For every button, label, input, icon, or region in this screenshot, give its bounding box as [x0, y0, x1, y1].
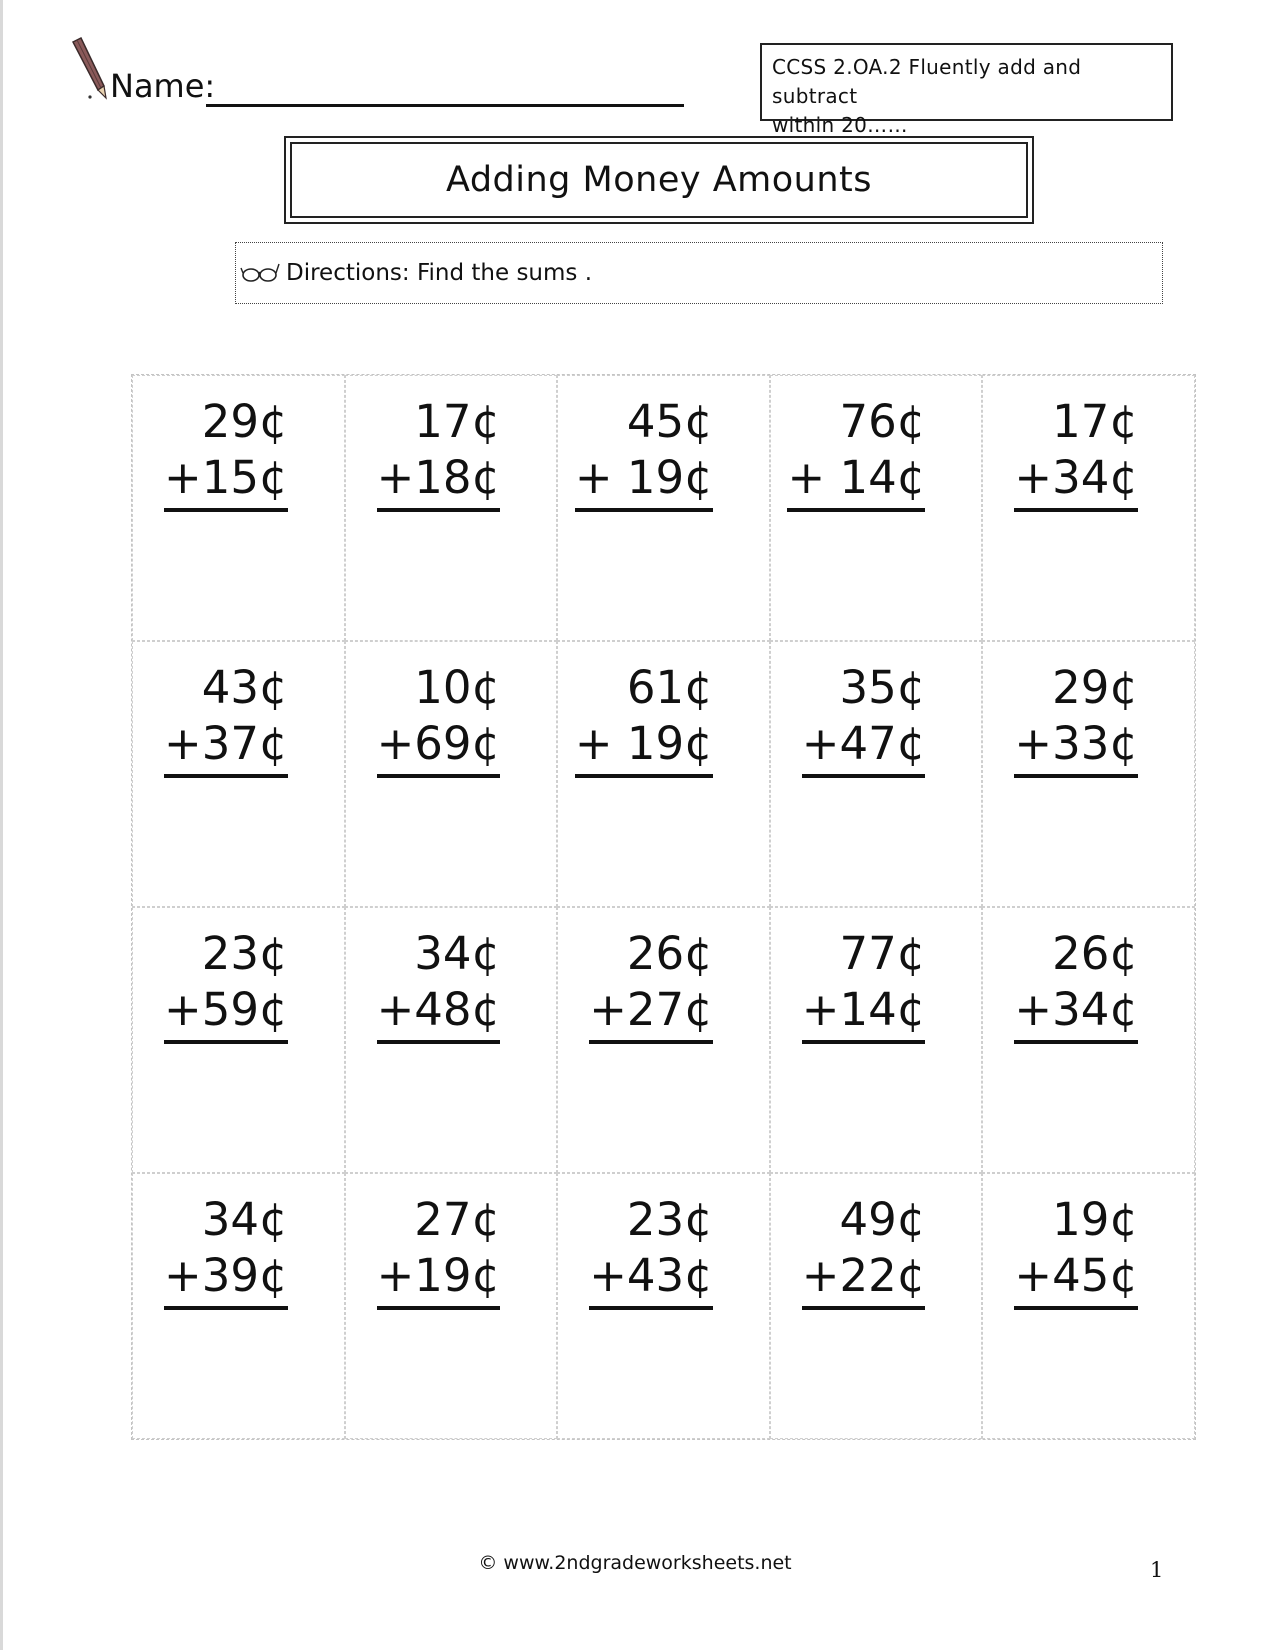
addition-problem — [164, 926, 288, 1044]
addition-problem — [802, 1192, 926, 1310]
addend-top: 35¢ — [839, 661, 926, 714]
addition-problem — [1014, 394, 1138, 512]
problem-cell — [770, 907, 983, 1173]
addition-problem — [377, 926, 501, 1044]
addend-top: 26¢ — [626, 927, 713, 980]
standard-line-2: within 20…… — [772, 113, 908, 137]
addend-top: 76¢ — [839, 395, 926, 448]
addition-problem — [1014, 1192, 1138, 1310]
addend-bottom: +69¢ — [377, 716, 501, 778]
problem-cell — [557, 641, 770, 907]
problem-cell — [345, 375, 558, 641]
addition-problem — [802, 660, 926, 778]
addition-problem — [787, 394, 925, 512]
addend-bottom: +27¢ — [589, 982, 713, 1044]
addend-top: 43¢ — [201, 661, 288, 714]
addend-bottom: +15¢ — [164, 450, 288, 512]
addend-top: 23¢ — [626, 1193, 713, 1246]
addend-bottom: +59¢ — [164, 982, 288, 1044]
page-edge — [0, 0, 3, 1650]
addition-problem — [377, 1192, 501, 1310]
addend-bottom: + 14¢ — [787, 450, 925, 512]
problem-cell — [557, 375, 770, 641]
addend-top: 17¢ — [1052, 395, 1138, 448]
addend-bottom: + 19¢ — [575, 450, 713, 512]
directions-text: Directions: Find the sums . — [286, 260, 593, 286]
problem-cell — [132, 375, 345, 641]
addend-top: 34¢ — [201, 1193, 288, 1246]
addend-bottom: +19¢ — [377, 1248, 501, 1310]
problem-cell — [770, 641, 983, 907]
standard-box — [760, 43, 1173, 137]
addend-top: 17¢ — [414, 395, 501, 448]
addend-top: 45¢ — [626, 395, 713, 448]
name-blank-line — [206, 104, 684, 107]
addend-bottom: +34¢ — [1014, 982, 1138, 1044]
problem-cell — [345, 1173, 558, 1439]
addition-problem — [1014, 660, 1138, 778]
addend-bottom: +33¢ — [1014, 716, 1138, 778]
addend-top: 26¢ — [1052, 927, 1138, 980]
glasses-icon — [240, 260, 280, 286]
addend-top: 29¢ — [1052, 661, 1138, 714]
problem-cell — [132, 907, 345, 1173]
problem-cell — [770, 375, 983, 641]
problem-cell — [770, 1173, 983, 1439]
addend-top: 49¢ — [839, 1193, 926, 1246]
addend-top: 34¢ — [414, 927, 501, 980]
addition-problem — [802, 926, 926, 1044]
title-box — [284, 136, 1034, 224]
problem-cell — [132, 641, 345, 907]
addend-bottom: +39¢ — [164, 1248, 288, 1310]
addend-bottom: +47¢ — [802, 716, 926, 778]
addend-bottom: +18¢ — [377, 450, 501, 512]
problem-cell — [132, 1173, 345, 1439]
page-title: Adding Money Amounts — [290, 142, 1028, 218]
standard-line-1: CCSS 2.OA.2 Fluently add and subtract — [772, 55, 1082, 108]
problem-cell — [982, 1173, 1195, 1439]
directions-box — [235, 242, 1163, 304]
page-number: 1 — [1150, 1558, 1164, 1582]
addend-top: 23¢ — [201, 927, 288, 980]
addition-problem — [1014, 926, 1138, 1044]
addend-top: 61¢ — [626, 661, 713, 714]
addend-top: 27¢ — [414, 1193, 501, 1246]
problem-cell — [982, 641, 1195, 907]
addend-bottom: +14¢ — [802, 982, 926, 1044]
name-label: Name: — [110, 67, 216, 105]
problem-cell — [345, 641, 558, 907]
addition-problem — [377, 660, 501, 778]
addition-problem — [164, 1192, 288, 1310]
footer-site: © www.2ndgradeworksheets.net — [478, 1552, 792, 1574]
addend-bottom: + 19¢ — [575, 716, 713, 778]
addition-problem — [575, 660, 713, 778]
problem-cell — [557, 907, 770, 1173]
addend-top: 29¢ — [201, 395, 288, 448]
addend-top: 19¢ — [1052, 1193, 1138, 1246]
problem-cell — [345, 907, 558, 1173]
addition-problem — [589, 1192, 713, 1310]
addend-bottom: +45¢ — [1014, 1248, 1138, 1310]
addend-top: 10¢ — [414, 661, 501, 714]
problem-grid — [131, 374, 1196, 1440]
pencil-icon — [70, 36, 112, 102]
addend-top: 77¢ — [839, 927, 926, 980]
addend-bottom: +22¢ — [802, 1248, 926, 1310]
problem-cell — [557, 1173, 770, 1439]
addition-problem — [164, 660, 288, 778]
addition-problem — [575, 394, 713, 512]
addend-bottom: +37¢ — [164, 716, 288, 778]
problem-cell — [982, 907, 1195, 1173]
addition-problem — [589, 926, 713, 1044]
addend-bottom: +43¢ — [589, 1248, 713, 1310]
addition-problem — [377, 394, 501, 512]
addend-bottom: +34¢ — [1014, 450, 1138, 512]
problem-cell — [982, 375, 1195, 641]
addend-bottom: +48¢ — [377, 982, 501, 1044]
addition-problem — [164, 394, 288, 512]
